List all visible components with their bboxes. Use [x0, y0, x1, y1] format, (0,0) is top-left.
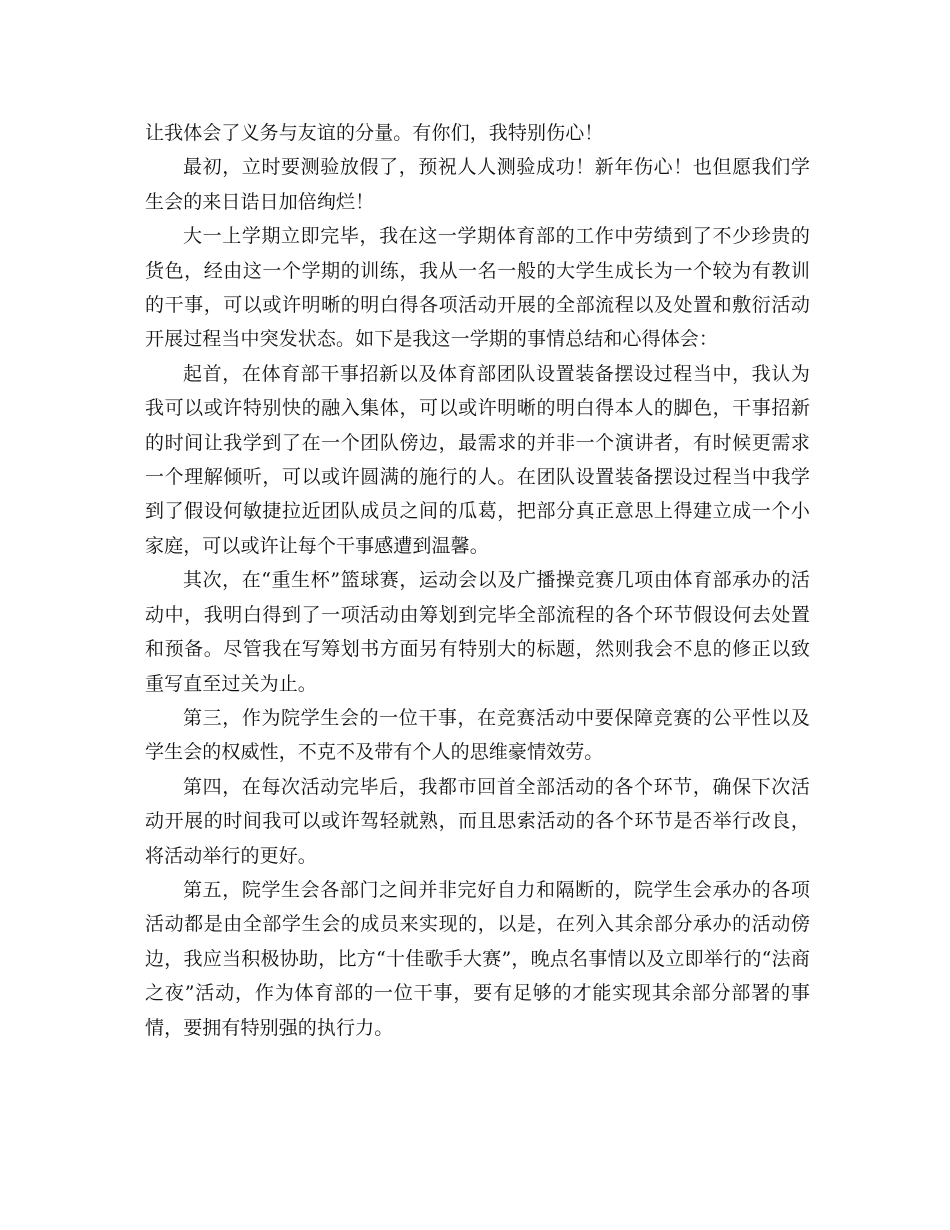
document-body [145, 116, 810, 1045]
paragraph-first-point: 起首，在体育部干事招新以及体育部团队设置装备摆设过程当中，我认为我可以或许特别快的融入集体，可以或许明晰的明白得本人的脚色，干事招新的时间让我学到了在一个团队傍边，最需求的并非一个演讲者，有时候更需求一个理解倾听，可以或许圆满的施行的人。在团队设置装备摆设过程当中我学到了假设何敏捷拉近团队成员之间的瓜葛，把部分真正意思上得建立成一个小家庭，可以或许让每个干事感遭到温馨。 [145, 362, 810, 557]
paragraph-closing-wishes: 最初，立时要测验放假了，预祝人人测验成功！新年伤心！也但愿我们学生会的来日诰日加倍绚烂！ [145, 156, 810, 213]
paragraph-fifth-point: 第五，院学生会各部门之间并非完好自力和隔断的，院学生会承办的各项活动都是由全部学生会的成员来实现的，以是，在列入其余部分承办的活动傍边，我应当积极协助，比方“十佳歌手大赛”，晚点名事情以及立即举行的“法商之夜”活动，作为体育部的一位干事，要有足够的才能实现其余部分部署的事情，要拥有特别强的执行力。 [145, 878, 810, 1039]
paragraph-third-point: 第三，作为院学生会的一位干事，在竞赛活动中要保障竞赛的公平性以及学生会的权威性，不克不及带有个人的思维豪情效劳。 [145, 706, 810, 764]
paragraph-second-point: 其次，在“重生杯”篮球赛，运动会以及广播操竞赛几项由体育部承办的活动中，我明白得到了一项活动由筹划到完毕全部流程的各个环节假设何去处置和预备。尽管我在写筹划书方面另有特别大的标题，然则我会不息的修正以致重写直至过关为止。 [145, 569, 810, 695]
paragraph-semester-intro: 大一上学期立即完毕，我在这一学期体育部的工作中劳绩到了不少珍贵的货色，经由这一个学期的训练，我从一名一般的大学生成长为一个较为有教训的干事，可以或许明晰的明白得各项活动开展的全部流程以及处置和敷衍活动开展过程当中突发状态。如下是我这一学期的事情总结和心得体会： [145, 225, 810, 351]
paragraph-continued: 让我体会了义务与友谊的分量。有你们，我特别伤心！ [145, 122, 604, 144]
paragraph-fourth-point: 第四，在每次活动完毕后，我都市回首全部活动的各个环节，确保下次活动开展的时间我可以或许驾轻就熟，而且思索活动的各个环节是否举行改良，将活动举行的更好。 [145, 775, 810, 867]
